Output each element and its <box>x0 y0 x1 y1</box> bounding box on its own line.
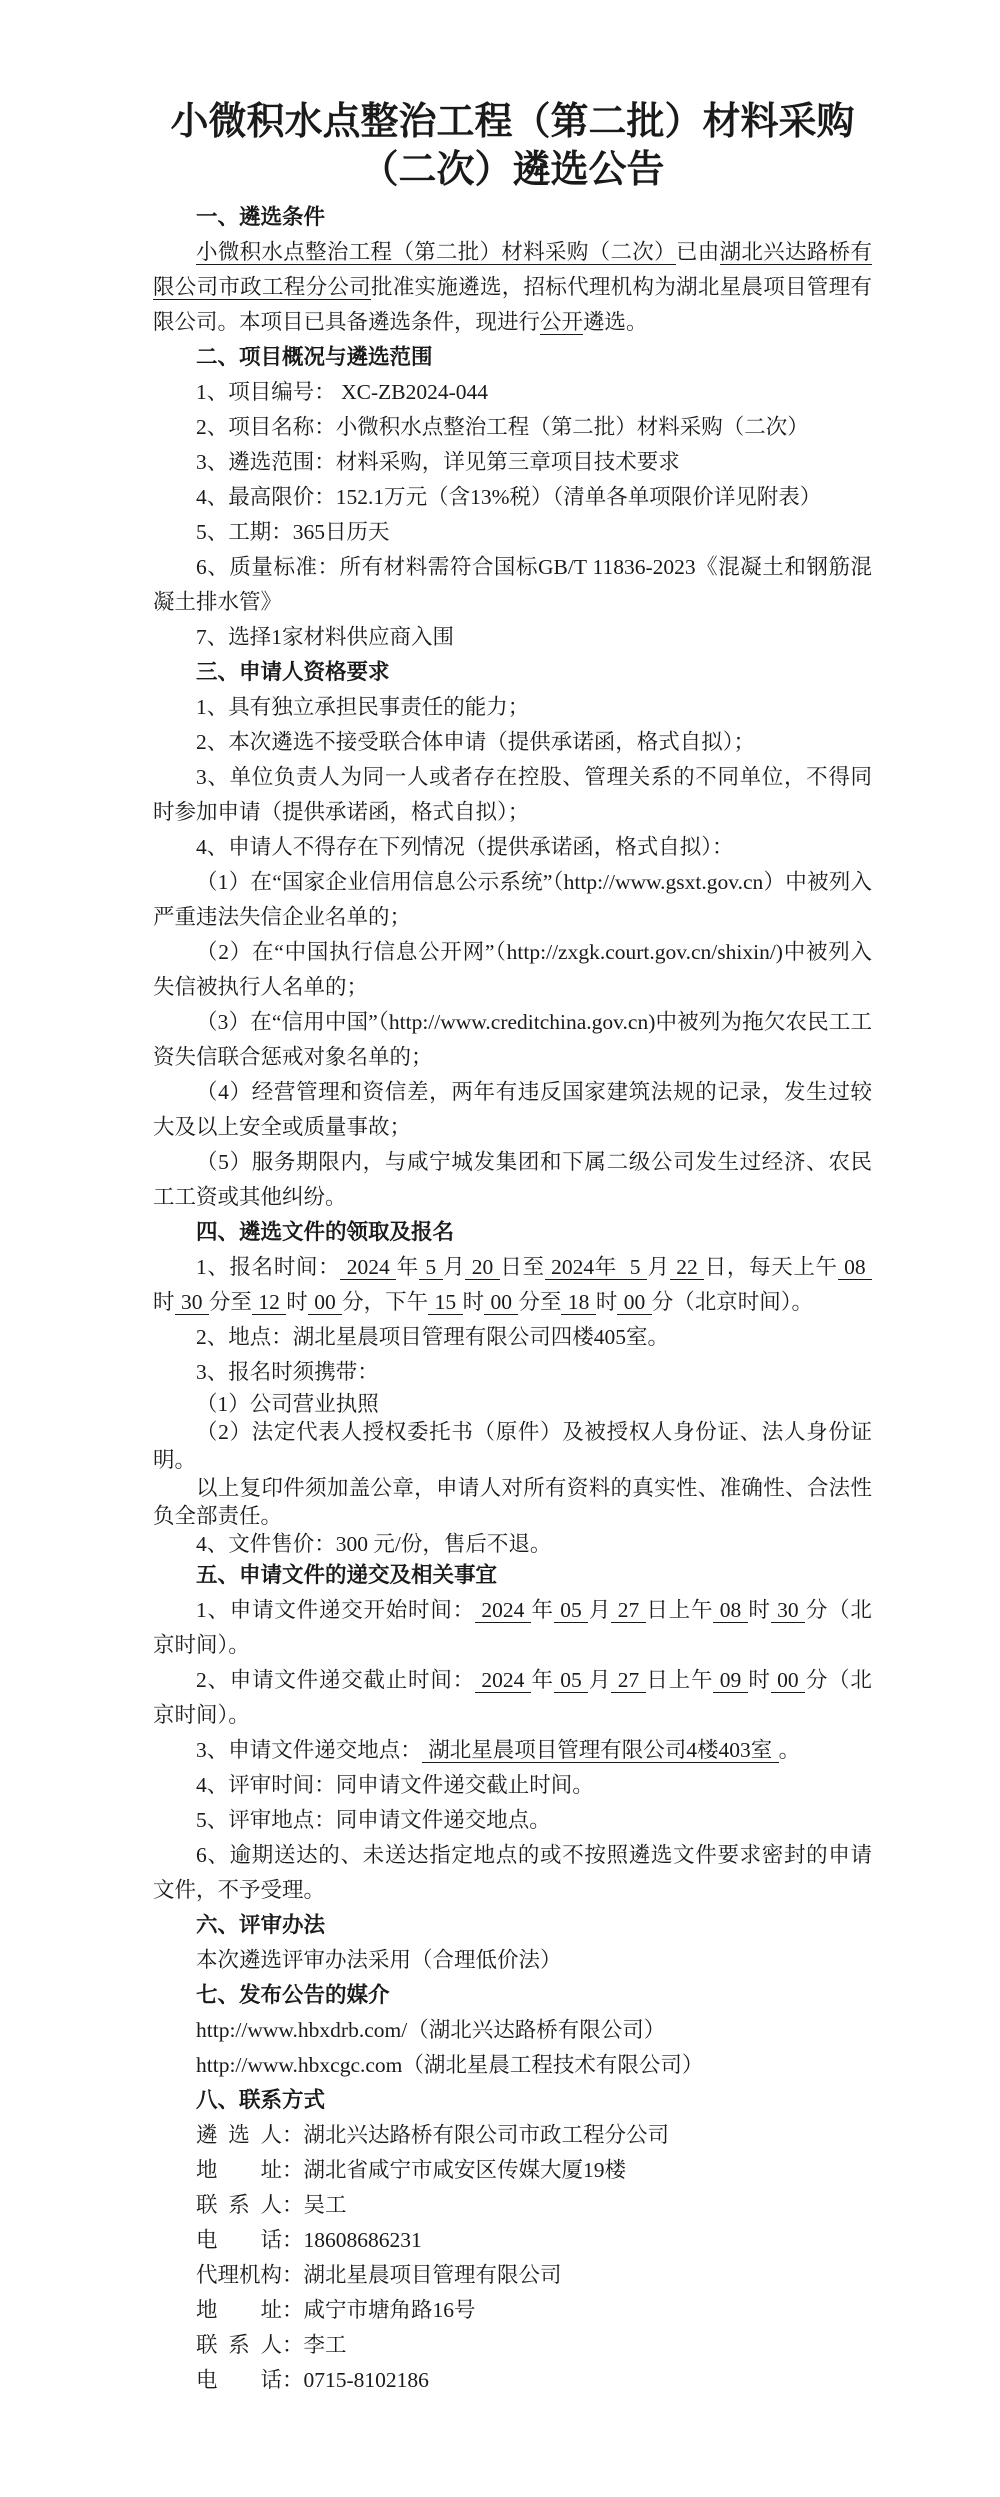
text-run: 年 <box>530 1668 554 1692</box>
text-run: 遴选。 <box>583 310 648 334</box>
am-end-minute-blank: 00 <box>308 1290 342 1315</box>
contact-row-agency <box>153 2258 872 2293</box>
pm-hour-blank: 15 <box>428 1290 462 1315</box>
text-run: 分，下午 <box>342 1290 429 1314</box>
bring-sub-item-1: （1）公司营业执照 <box>196 1392 379 1416</box>
qualification-case-2: （2）在“中国执行信息公开网”（http://zxgk.court.gov.cn/shixin/)中被列入失信被执行人名单的； <box>153 940 872 999</box>
section-4-heading: 四、遴选文件的领取及报名 <box>196 1220 455 1244</box>
start-hour-blank: 08 <box>713 1598 747 1623</box>
pm-end-minute-blank: 00 <box>617 1290 651 1315</box>
contact-row-phone-2 <box>153 2363 872 2398</box>
qualification-item-3: 3、单位负责人为同一人或者存在控股、管理关系的不同单位，不得同时参加申请（提供承诺函，格式自拟）； <box>153 765 872 824</box>
item-supplier-count: 7、选择1家材料供应商入围 <box>196 625 455 649</box>
qualification-case-5: （5）服务期限内，与咸宁城发集团和下属二级公司发生过经济、农民工工资或其他纠纷。 <box>153 1150 872 1209</box>
text-run: 分至 <box>208 1290 252 1314</box>
qualification-item-4: 4、申请人不得存在下列情况（提供承诺函，格式自拟）： <box>196 835 734 859</box>
qualification-item-1: 1、具有独立承担民事责任的能力； <box>196 695 530 719</box>
item-project-number: 1、项目编号： XC-ZB2024-044 <box>196 380 489 404</box>
late-delivery-item: 6、逾期送达的、未送达指定地点的或不按照遴选文件要求密封的申请文件，不予受理。 <box>153 1843 872 1902</box>
deadline-day-blank: 27 <box>611 1668 645 1693</box>
text-run: 日至 <box>499 1255 545 1279</box>
contact-row-selector <box>153 2118 872 2153</box>
section-7-heading: 七、发布公告的媒介 <box>196 1983 390 2007</box>
am-end-hour-blank: 12 <box>252 1290 286 1315</box>
signup-day-blank: 20 <box>465 1255 499 1280</box>
text-run: 时 <box>747 1598 771 1622</box>
item-quality-standard: 6、质量标准：所有材料需符合国标GB/T 11836-2023《混凝土和钢筋混凝土排水管》 <box>153 555 872 614</box>
text-run: 时 <box>286 1290 308 1314</box>
contact-colon: ： <box>282 2228 304 2252</box>
qualification-case-1: （1）在“国家企业信用信息公示系统”（http://www.gsxt.gov.cn）中被列入严重违法失信企业名单的； <box>153 870 872 929</box>
text-run: 日上午 <box>645 1668 714 1692</box>
owner-company-underline: 湖北兴达路桥有限公司市政工程分公司 <box>153 240 872 299</box>
title-line-2: （二次）遴选公告 <box>360 149 665 191</box>
start-day-blank: 27 <box>611 1598 645 1623</box>
media-url-2: http://www.hbxcgc.com（湖北星晨工程技术有限公司） <box>196 2053 704 2077</box>
project-name-underline: 小微积水点整治工程（第二批）材料采购（二次） <box>196 240 676 264</box>
section-8-heading: 八、联系方式 <box>196 2088 326 2112</box>
signup-bring-item: 3、报名时须携带： <box>196 1360 379 1384</box>
section-5-heading: 五、申请文件的递交及相关事宜 <box>196 1563 498 1587</box>
signup-time-item <box>153 1250 872 1320</box>
copy-seal-note: 以上复印件须加盖公章，申请人对所有资料的真实性、准确性、合法性负全部责任。 <box>153 1476 872 1528</box>
item-duration: 5、工期：365日历天 <box>196 520 390 544</box>
contact-row-address-1 <box>153 2153 872 2188</box>
document-price-item: 4、文件售价：300 元/份，售后不退。 <box>196 1532 552 1556</box>
bring-sub-item-2: （2）法定代表人授权委托书（原件）及被授权人身份证、法人身份证明。 <box>153 1420 872 1472</box>
signup-year-blank: 2024 <box>340 1255 396 1280</box>
contact-value: 湖北星晨项目管理有限公司 <box>303 2263 562 2287</box>
contact-value: 咸宁市塘角路16号 <box>303 2298 476 2322</box>
signup-end-year-blank: 2024年 <box>545 1255 624 1280</box>
contact-value: 湖北兴达路桥有限公司市政工程分公司 <box>303 2123 670 2147</box>
am-hour-blank: 08 <box>838 1255 872 1280</box>
contact-label: 联系人 <box>196 2193 282 2217</box>
text-run: 月 <box>588 1668 612 1692</box>
contact-colon: ： <box>282 2263 304 2287</box>
contact-colon: ： <box>282 2368 304 2392</box>
contact-label: 电话 <box>196 2368 282 2392</box>
contact-colon: ： <box>282 2298 304 2322</box>
qualification-case-4: （4）经营管理和资信差，两年有违反国家建筑法规的记录，发生过较大及以上安全或质量事故； <box>153 1080 872 1139</box>
am-minute-blank: 30 <box>175 1290 209 1315</box>
text-run: 分（北京时间）。 <box>153 1598 872 1657</box>
pm-end-hour-blank: 18 <box>561 1290 595 1315</box>
text-run: 日上午 <box>645 1598 714 1622</box>
contact-label: 代理机构 <box>196 2263 283 2287</box>
text-run: 年 <box>396 1255 419 1279</box>
text-run: 日，每天上午 <box>704 1255 838 1279</box>
contact-value: 18608686231 <box>303 2228 422 2252</box>
deadline-year-blank: 2024 <box>475 1668 531 1693</box>
contact-row-person-1 <box>153 2188 872 2223</box>
document-title <box>153 98 872 194</box>
start-month-blank: 05 <box>554 1598 588 1623</box>
contact-label: 电话 <box>196 2228 282 2252</box>
title-line-1: 小微积水点整治工程（第二批）材料采购 <box>170 101 855 143</box>
submit-start-item <box>153 1593 872 1663</box>
contact-value: 李工 <box>303 2333 347 2357</box>
section-1-paragraph <box>153 235 872 340</box>
contact-label: 地址 <box>196 2298 282 2322</box>
qualification-case-3: （3）在“信用中国”（http://www.creditchina.gov.cn)中被列为拖欠农民工工资失信联合惩戒对象名单的； <box>153 1010 872 1069</box>
text-run: 月 <box>646 1255 670 1279</box>
start-minute-blank: 30 <box>771 1598 805 1623</box>
section-1-heading: 一、遴选条件 <box>196 205 326 229</box>
section-6-heading: 六、评审办法 <box>196 1913 326 1937</box>
contact-row-phone-1 <box>153 2223 872 2258</box>
text-run: 时 <box>153 1290 175 1314</box>
text-run: 已由 <box>675 240 720 264</box>
text-run: 月 <box>588 1598 612 1622</box>
text-run: 3、申请文件递交地点： <box>196 1738 422 1762</box>
contact-colon: ： <box>282 2333 304 2357</box>
open-selection-underline: 公开 <box>540 310 584 334</box>
item-price-limit: 4、最高限价：152.1万元（含13%税）（清单各单项限价详见附表） <box>196 485 822 509</box>
review-place-item: 5、评审地点：同申请文件递交地点。 <box>196 1808 551 1832</box>
submit-place-item <box>153 1733 872 1768</box>
signup-month-blank: 5 <box>419 1255 443 1280</box>
text-run: 时 <box>595 1290 618 1314</box>
contact-row-person-2 <box>153 2328 872 2363</box>
review-time-item: 4、评审时间：同申请文件递交截止时间。 <box>196 1773 594 1797</box>
signup-place-item: 2、地点：湖北星晨项目管理有限公司四楼405室。 <box>196 1325 670 1349</box>
contact-label: 遴选人 <box>196 2123 282 2147</box>
text-run: 分（北京时间）。 <box>153 1668 872 1727</box>
section-2-heading: 二、项目概况与遴选范围 <box>196 345 433 369</box>
submit-place-blank: 湖北星晨项目管理有限公司4楼403室 <box>422 1738 779 1763</box>
item-selection-scope: 3、遴选范围：材料采购，详见第三章项目技术要求 <box>196 450 680 474</box>
media-url-1: http://www.hbxdrb.com/（湖北兴达路桥有限公司） <box>196 2018 666 2042</box>
contact-label: 地址 <box>196 2158 282 2182</box>
contact-value: 湖北省咸宁市咸安区传媒大厦19楼 <box>303 2158 627 2182</box>
text-run: 分至 <box>518 1290 562 1314</box>
text-run: 年 <box>530 1598 554 1622</box>
text-run: 1、申请文件递交开始时间： <box>196 1598 475 1622</box>
contact-label: 联系人 <box>196 2333 282 2357</box>
text-run: 时 <box>462 1290 485 1314</box>
contact-row-address-2 <box>153 2293 872 2328</box>
text-run: 1、报名时间： <box>196 1255 341 1279</box>
evaluation-method-paragraph: 本次遴选评审办法采用（合理低价法） <box>196 1948 562 1972</box>
signup-end-day-blank: 22 <box>670 1255 704 1280</box>
deadline-minute-blank: 00 <box>771 1668 805 1693</box>
deadline-month-blank: 05 <box>554 1668 588 1693</box>
contact-colon: ： <box>282 2158 304 2182</box>
contact-colon: ： <box>282 2123 304 2147</box>
deadline-hour-blank: 09 <box>713 1668 747 1693</box>
text-run: 。 <box>778 1738 801 1762</box>
contact-colon: ： <box>282 2193 304 2217</box>
text-run: 时 <box>747 1668 771 1692</box>
text-run: 批准实施遴选，招标代理机构为湖北星晨项目管理有限公司。本项目已具备遴选条件，现进行 <box>153 275 872 334</box>
item-project-name: 2、项目名称：小微积水点整治工程（第二批）材料采购（二次） <box>196 415 809 439</box>
start-year-blank: 2024 <box>475 1598 531 1623</box>
qualification-item-2: 2、本次遴选不接受联合体申请（提供承诺函，格式自拟）； <box>196 730 756 754</box>
submit-deadline-item <box>153 1663 872 1733</box>
text-run: 月 <box>442 1255 466 1279</box>
contact-value: 0715-8102186 <box>303 2368 429 2392</box>
contact-value: 吴工 <box>303 2193 347 2217</box>
section-3-heading: 三、申请人资格要求 <box>196 660 390 684</box>
signup-end-month-blank: 5 <box>623 1255 647 1280</box>
text-run: 分（北京时间）。 <box>651 1290 813 1314</box>
text-run: 2、申请文件递交截止时间： <box>196 1668 475 1692</box>
pm-minute-blank: 00 <box>484 1290 518 1315</box>
